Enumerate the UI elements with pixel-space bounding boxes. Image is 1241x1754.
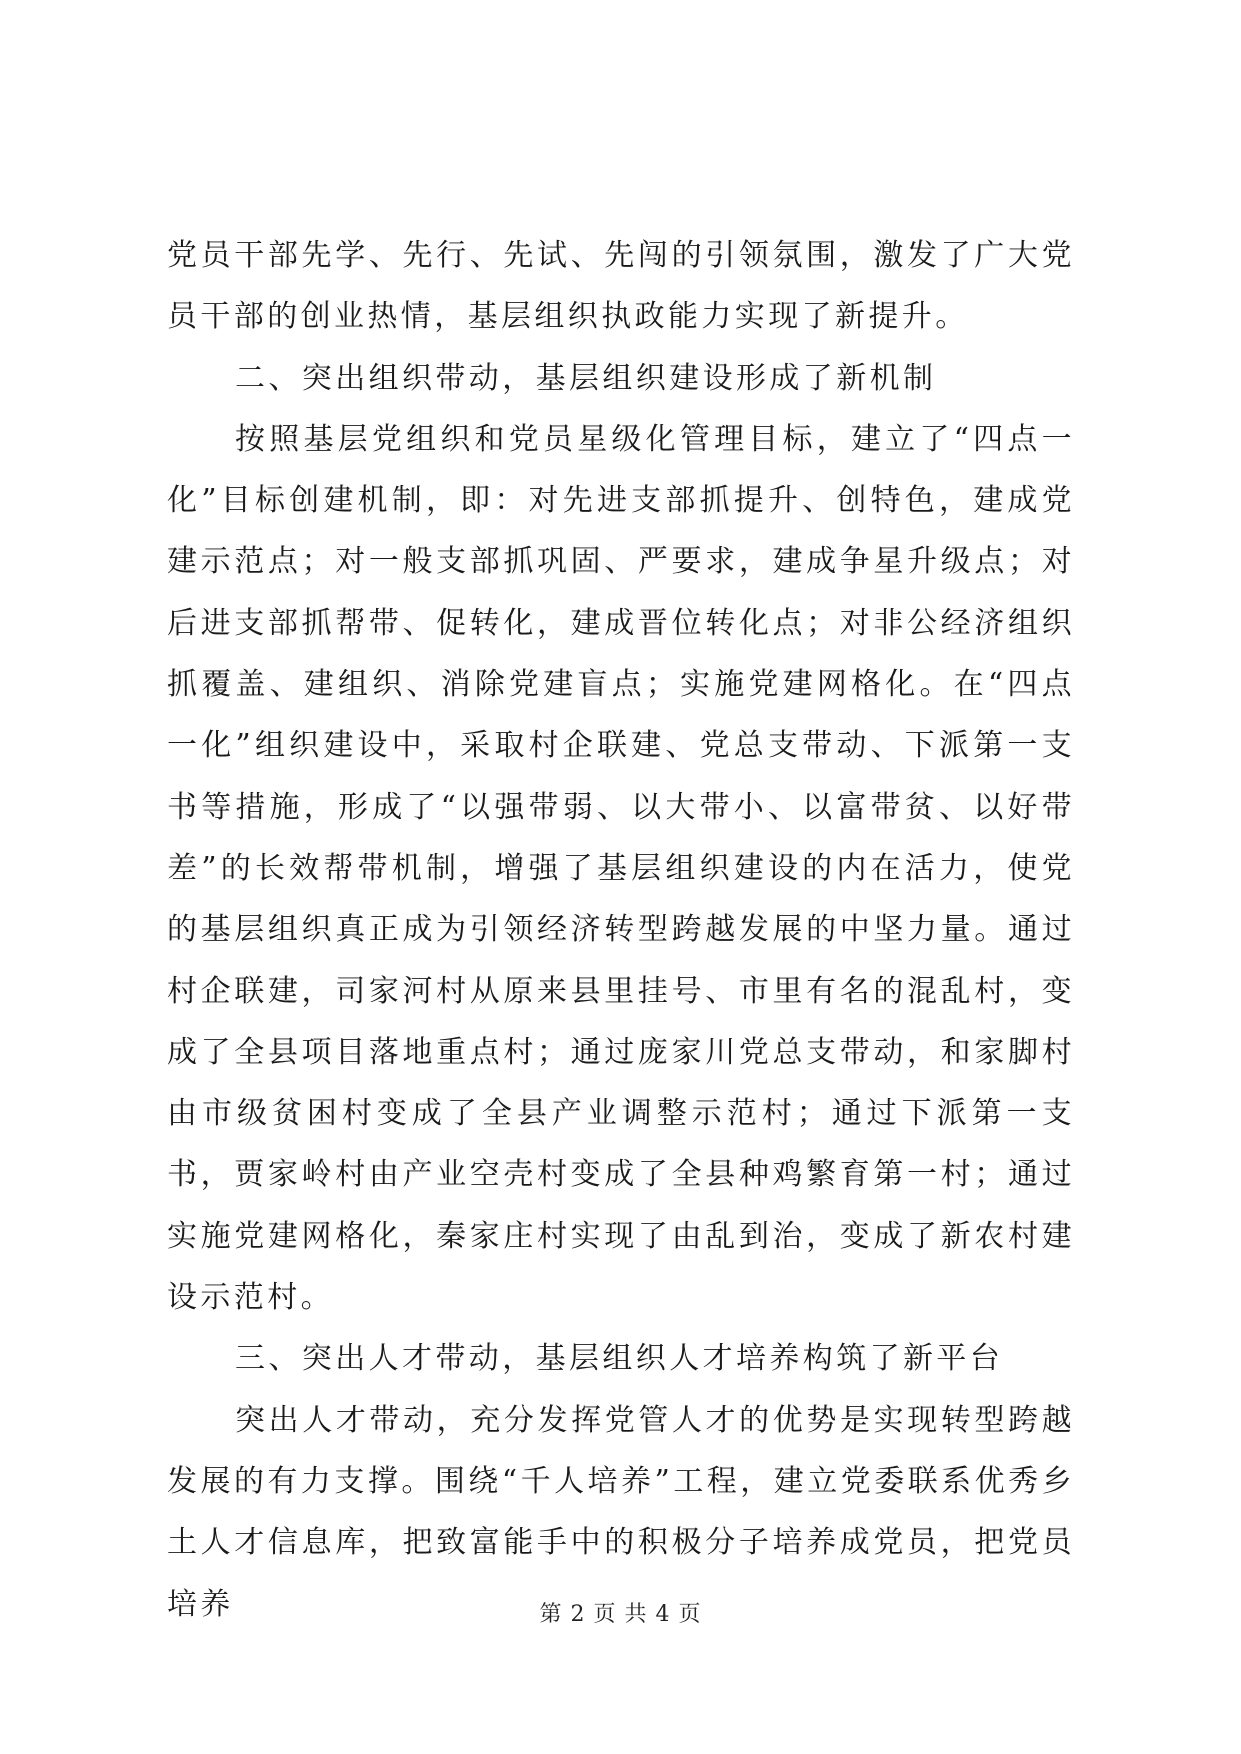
body-paragraph-continued: 党员干部先学、先行、先试、先闯的引领氛围，激发了广大党员干部的创业热情，基层组织执政能力实现了新提升。 [167,238,1075,335]
body-paragraph-section-3: 突出人才带动，充分发挥党管人才的优势是实现转型跨越发展的有力支撑。围绕“千人培养”工程，建立党委联系优秀乡土人才信息库，把致富能手中的积极分子培养成党员，把党员培养 [167,1402,1075,1622]
document-body [167,225,1075,1635]
section-heading-2: 二、突出组织带动，基层组织建设形成了新机制 [235,360,937,396]
body-paragraph-section-2: 按照基层党组织和党员星级化管理目标，建立了“四点一化”目标创建机制，即：对先进支部抓提升、创特色，建成党建示范点；对一般支部抓巩固、严要求，建成争星升级点；对后进支部抓帮带、促转化，建成晋位转化点；对非公经济组织抓覆盖、建组织、消除党建盲点；实施党建网格化。在“四点一化”组织建设中，采取村企联建、党总支带动、下派第一支书等措施，形成了“以强带弱、以大带小、以富带贫、以好带差”的长效帮带机制，增强了基层组织建设的内在活力，使党的基层组织真正成为引领经济转型跨越发展的中坚力量。通过村企联建，司家河村从原来县里挂号、市里有名的混乱村，变成了全县项目落地重点村；通过庞家川党总支带动，和家脚村由市级贫困村变成了全县产业调整示范村；通过下派第一支书，贾家岭村由产业空壳村变成了全县种鸡繁育第一村；通过实施党建网格化，秦家庄村实现了由乱到治，变成了新农村建设示范村。 [167,421,1075,1316]
section-heading-3: 三、突出人才带动，基层组织人才培养构筑了新平台 [235,1341,1004,1377]
page-number-footer: 第 2 页 共 4 页 [539,1602,702,1627]
